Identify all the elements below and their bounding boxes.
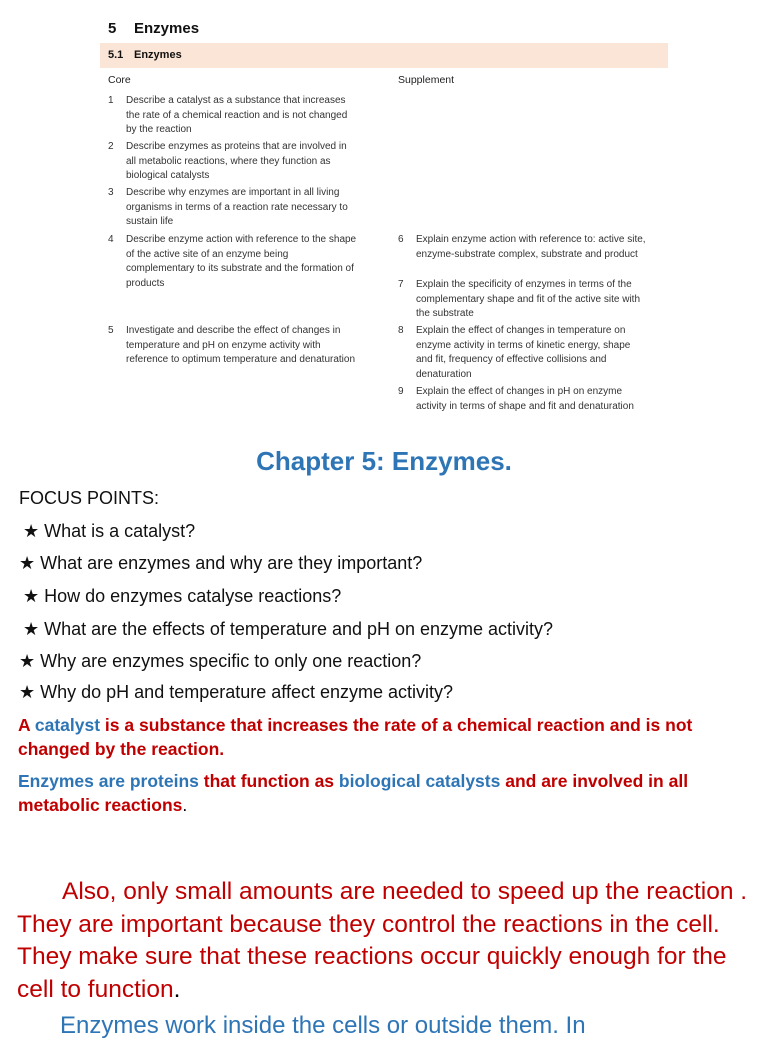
core-item-number: 1: [108, 95, 114, 106]
core-item-text: Investigate and describe the effect of changes in temperature and pH on enzyme activity with reference to optimum temperature and denaturation: [126, 325, 356, 365]
syllabus-chapter-heading: [108, 20, 199, 37]
importance-period: .: [173, 975, 181, 1003]
supplement-item: [398, 385, 648, 414]
supplement-item: [398, 324, 648, 382]
focus-point: ★ Why are enzymes specific to only one reaction?: [19, 651, 422, 671]
importance-text: Also, only small amounts are needed to speed up the reaction . They are important because they control the reactions in the cell. They make sure that these reactions occur quickly enough for the cell to function: [17, 878, 748, 1003]
supplement-item-number: 9: [398, 386, 404, 397]
term-catalyst: catalyst: [34, 715, 101, 735]
focus-point: ★ What are enzymes and why are they important?: [19, 553, 423, 573]
core-item: [108, 233, 358, 291]
core-item-text: Describe enzyme action with reference to the shape of the active site of an enzyme being complementary to its substrate and the formation of products: [126, 234, 357, 289]
definition-text: that function as: [198, 771, 339, 791]
chapter-number: 5: [108, 20, 117, 37]
supplement-item-text: Explain the effect of changes in pH on enzyme activity in terms of shape and fit and denaturation: [416, 386, 634, 412]
focus-point: ★ Why do pH and temperature affect enzyme activity?: [19, 682, 454, 702]
supplement-item: [398, 233, 648, 262]
core-item-text: Describe enzymes as proteins that are involved in all metabolic reactions, where they function as biological catalysts: [126, 141, 347, 181]
core-item-number: 3: [108, 187, 114, 198]
chapter-heading: Chapter 5: Enzymes.: [256, 446, 512, 476]
supplement-column-heading: Supplement: [398, 74, 455, 86]
focus-point: ★ How do enzymes catalyse reactions?: [23, 586, 342, 606]
section-title: Enzymes: [134, 49, 182, 61]
supplement-item-number: 8: [398, 325, 404, 336]
supplement-item-number: 7: [398, 279, 404, 290]
definition-text: and are involved in all metabolic reactions: [18, 771, 689, 815]
cut-off-line: Enzymes work inside the cells or outside them. In: [60, 1012, 586, 1039]
core-item-text: Describe a catalyst as a substance that increases the rate of a chemical reaction and is not changed by the reaction: [126, 95, 348, 135]
focus-point: ★ What are the effects of temperature and pH on enzyme activity?: [23, 619, 554, 639]
chapter-title: Enzymes: [134, 20, 200, 37]
core-item: [108, 186, 358, 230]
core-item: [108, 140, 358, 184]
importance-paragraph: [17, 876, 757, 1006]
syllabus-section-heading: [108, 49, 182, 61]
core-item-text: Describe why enzymes are important in all living organisms in terms of a reaction rate necessary to sustain life: [126, 187, 348, 227]
core-column-heading: Core: [108, 74, 131, 86]
term-biological-catalysts: biological catalysts: [338, 771, 501, 791]
supplement-item-number: 6: [398, 234, 404, 245]
definition-text: A: [18, 715, 35, 735]
term-enzymes-proteins: Enzymes are proteins: [18, 771, 199, 791]
supplement-item-text: Explain the effect of changes in temperature on enzyme activity in terms of kinetic energy, shape and fit, frequency of effective collisions and denaturation: [416, 325, 631, 380]
core-item-number: 2: [108, 141, 114, 152]
supplement-item-text: Explain the specificity of enzymes in terms of the complementary shape and fit of the active site with the substrate: [416, 279, 641, 319]
focus-points-label: FOCUS POINTS:: [19, 488, 160, 508]
supplement-item-text: Explain enzyme action with reference to: active site, enzyme-substrate complex, substrate and product: [416, 234, 646, 260]
definition-text: is a substance that increases the rate of a chemical reaction and is not changed by the reaction.: [18, 715, 693, 759]
core-item: [108, 324, 358, 368]
section-number: 5.1: [108, 49, 124, 61]
core-item-number: 5: [108, 325, 114, 336]
definition-period: .: [182, 795, 188, 815]
supplement-item: [398, 278, 648, 322]
core-item-number: 4: [108, 234, 114, 245]
section-header-band: [100, 43, 668, 68]
focus-point: ★ What is a catalyst?: [23, 521, 196, 541]
core-item: [108, 94, 358, 138]
catalyst-definition: [18, 713, 748, 761]
enzyme-definition: [18, 769, 748, 817]
